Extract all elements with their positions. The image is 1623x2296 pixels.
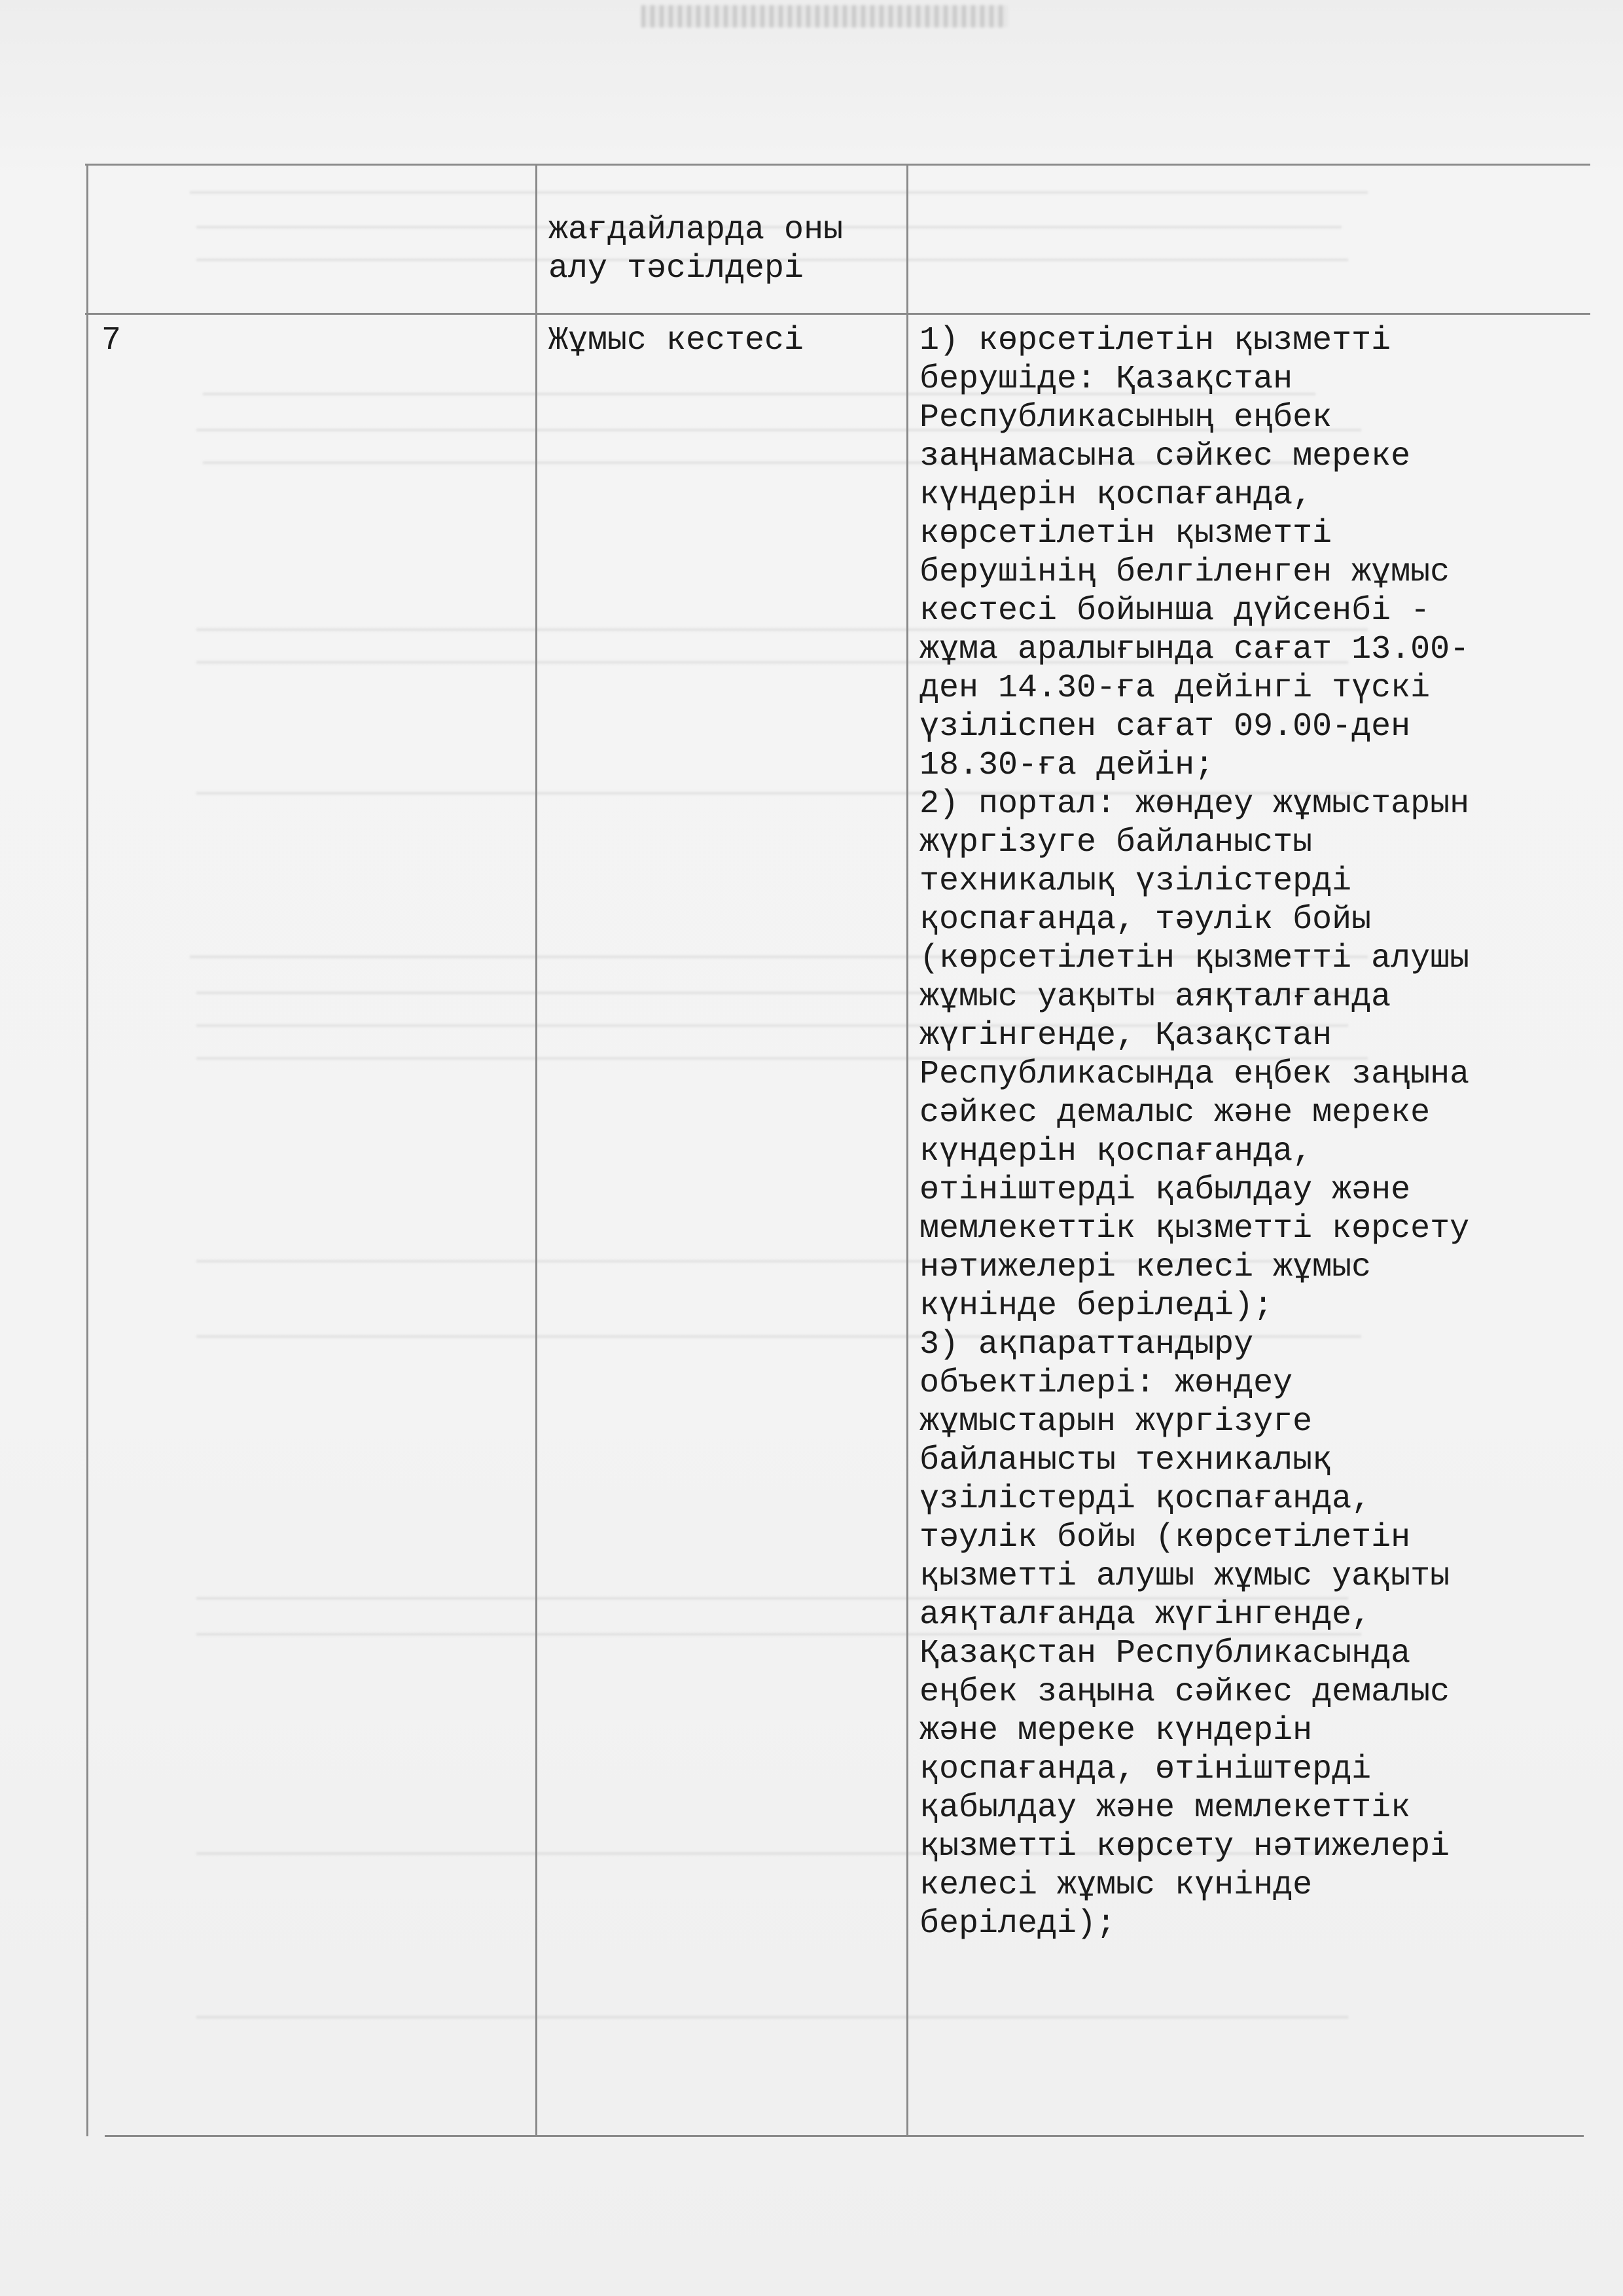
table-row-divider	[85, 313, 1590, 315]
scan-artifact-top	[641, 5, 1008, 27]
table-top-border	[85, 164, 1590, 166]
table-column-divider-2	[906, 164, 908, 2136]
table-column-divider-1	[535, 164, 537, 2136]
row-content-work-schedule: 1) көрсетілетін қызметті берушіде: Қазақстан Республикасының еңбек заңнамасына сәйкес мереке күндерін қоспағанда, көрсетілетін қызметті берушінің белгіленген жұмыс кестесі бойынша дүйсенбі - жұма аралығында сағат 13.00- ден 14.30-ға дейінгі түскі үзіліспен сағат 09.00-ден 18.30-ға дейін; 2) портал: жөндеу жұмыстарын жүргізуге байланысты техникалық үзілістерді қоспағанда, тәулік бойы (көрсетілетін қызметті алушы жұмыс уақыты аяқталғанда жүгінгенде, Қазақстан Республикасында еңбек заңына сәйкес демалыс және мереке күндерін қоспағанда, өтініштерді қабылдау және мемлекеттік қызметті көрсету нәтижелері келесі жұмыс күнінде беріледі); 3) ақпараттандыру объектілері: жөндеу жұмыстарын жүргізуге байланысты техникалық үзілістерді қоспағанда, тәулік бойы (көрсетілетін қызметті алушы жұмыс уақыты аяқталғанда жүгінгенде, Қазақстан Республикасында еңбек заңына сәйкес демалыс және мереке күндерін қоспағанда, өтініштерді қабылдау және мемлекеттік қызметті көрсету нәтижелері келесі жұмыс күнінде беріледі);	[919, 322, 1470, 1943]
header-cell-methods-label: жағдайларда оны алу тәсілдері	[548, 211, 844, 287]
table-bottom-border	[105, 2135, 1584, 2137]
row-number: 7	[101, 322, 122, 359]
bleed-through-line	[190, 191, 1368, 194]
row-label-work-schedule: Жұмыс кестесі	[548, 322, 804, 359]
table-left-border	[86, 164, 88, 2136]
bleed-through-line	[196, 2016, 1348, 2018]
